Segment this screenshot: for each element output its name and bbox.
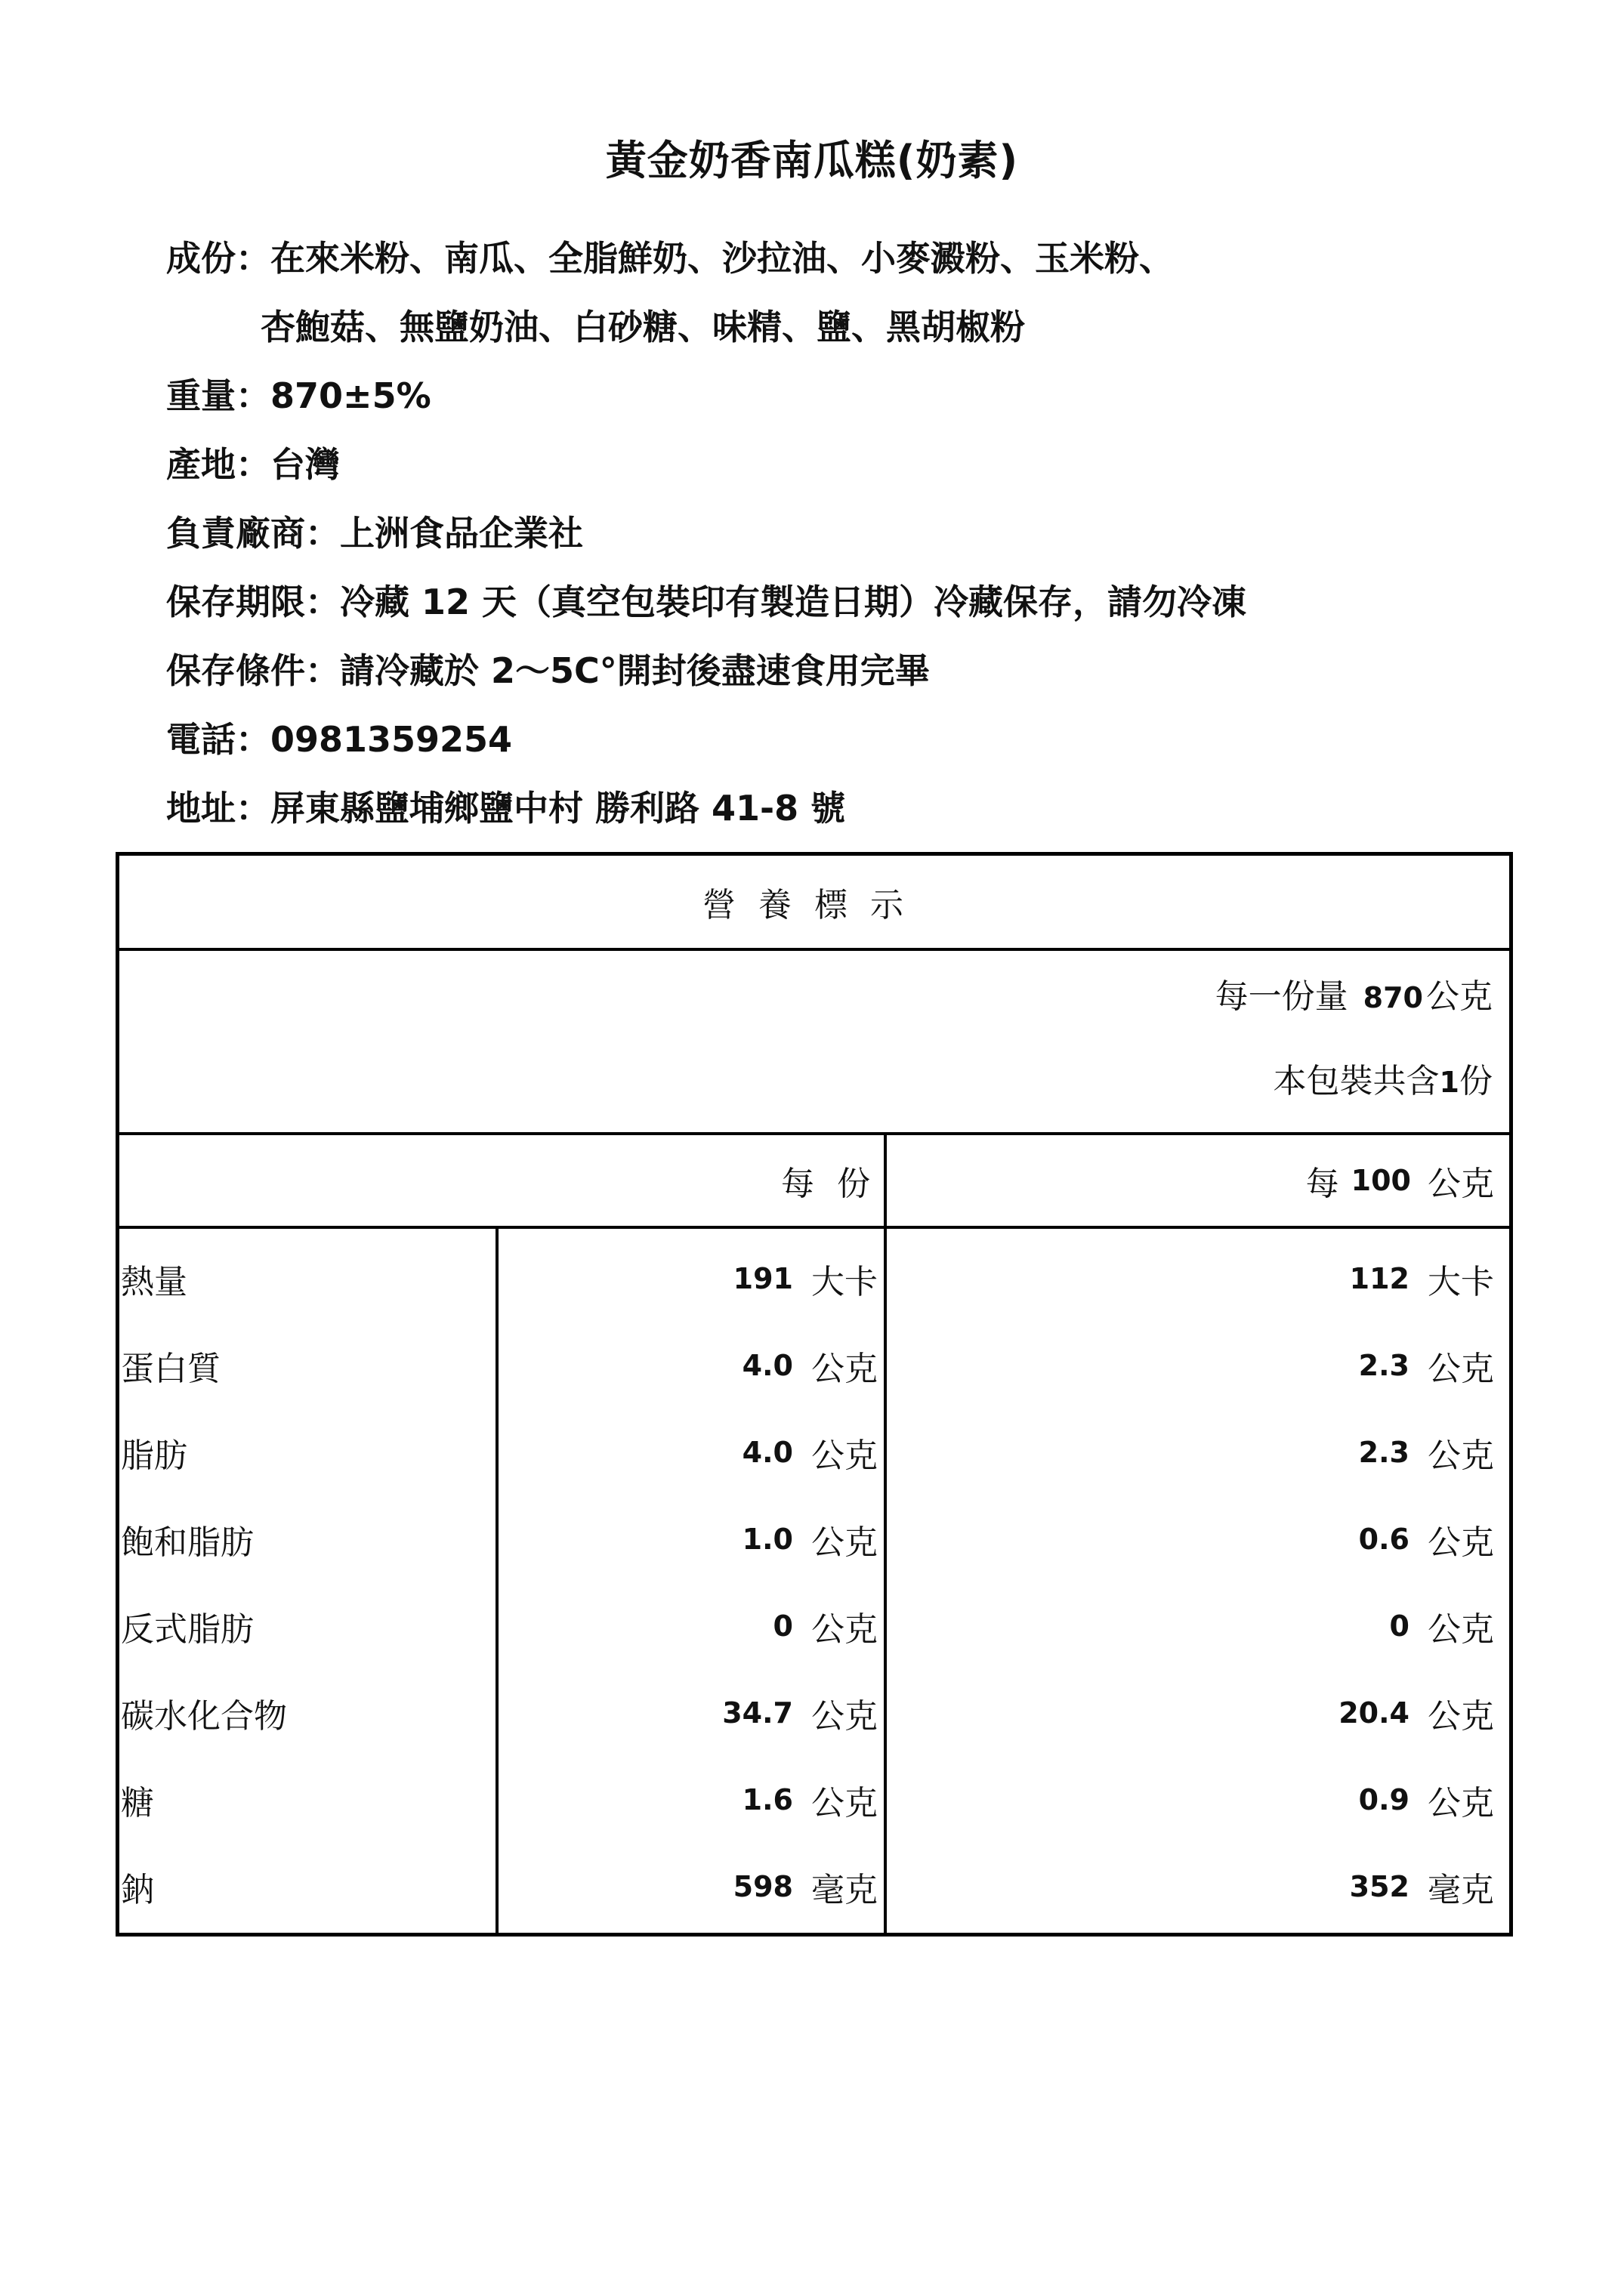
- per-100g-unit: 公克: [1428, 1609, 1494, 1649]
- per-100g-unit: 公克: [1428, 1523, 1494, 1562]
- servings-prefix: 本包裝共含: [1273, 1062, 1440, 1100]
- per-100g-cell: [890, 1756, 1494, 1843]
- phone-line: [166, 715, 1548, 784]
- nutrient-name: 鈉: [121, 1870, 154, 1909]
- weight-value: 870±5%: [270, 375, 431, 416]
- per-100g-value: 0.6: [1358, 1522, 1409, 1556]
- nutrient-row: [119, 1756, 1509, 1843]
- per-100g-value: 2.3: [1358, 1435, 1409, 1469]
- storage-label: 保存條件：: [166, 650, 340, 691]
- per-serving-unit: 公克: [811, 1609, 878, 1649]
- divider: [119, 948, 1509, 951]
- ingredients-value-1: 在來米粉、南瓜、全脂鮮奶、沙拉油、小麥澱粉、玉米粉、: [270, 238, 1174, 279]
- per-100g-cell: [890, 1582, 1494, 1669]
- shelf-life-value: 冷藏 12 天（真空包裝印有製造日期）冷藏保存，請勿冷凍: [340, 582, 1247, 622]
- per-serving-a: 每: [781, 1165, 814, 1203]
- nutrient-name: 飽和脂肪: [121, 1523, 254, 1562]
- ingredients-line: [166, 234, 1548, 303]
- per-100g-cell: [890, 1409, 1494, 1495]
- serving-size-value: 870: [1363, 981, 1423, 1014]
- per-100g-cell: [890, 1495, 1494, 1582]
- maker-line: [166, 509, 1548, 578]
- shelf-life-line: [166, 578, 1548, 647]
- nutrient-row: [119, 1495, 1509, 1582]
- per-100-value: 100: [1351, 1164, 1411, 1197]
- per-serving-cell: [500, 1495, 878, 1582]
- per-serving-b: 份: [837, 1165, 870, 1203]
- nutrient-name: 糖: [121, 1783, 154, 1822]
- product-info: [166, 234, 1548, 853]
- nutrient-name: 熱量: [121, 1262, 187, 1301]
- per-serving-cell: [500, 1409, 878, 1495]
- per-100-unit: 公克: [1428, 1165, 1494, 1203]
- per-100g-value: 0.9: [1358, 1782, 1409, 1816]
- per-serving-unit: 公克: [811, 1523, 878, 1562]
- per-serving-cell: [500, 1235, 878, 1322]
- shelf-life-label: 保存期限：: [166, 582, 340, 622]
- column-header-per-100g: [887, 1135, 1494, 1226]
- per-serving-unit: 毫克: [811, 1870, 878, 1909]
- nutrient-row: [119, 1235, 1509, 1322]
- per-100g-cell: [890, 1843, 1494, 1930]
- nutrient-row: [119, 1843, 1509, 1930]
- serving-size-prefix: 每一份量: [1215, 977, 1348, 1016]
- per-serving-unit: 公克: [811, 1696, 878, 1736]
- phone-label: 電話：: [166, 719, 270, 760]
- maker-value: 上洲食品企業社: [340, 513, 583, 554]
- per-serving-value: 4.0: [742, 1348, 793, 1382]
- serving-size-unit: 公克: [1426, 977, 1493, 1016]
- per-100g-value: 352: [1349, 1869, 1409, 1903]
- nutrient-name: 脂肪: [121, 1436, 187, 1475]
- servings-value: 1: [1439, 1066, 1459, 1099]
- per-100g-unit: 公克: [1428, 1783, 1494, 1822]
- per-100g-value: 112: [1349, 1261, 1409, 1295]
- origin-line: [166, 440, 1548, 509]
- per-serving-cell: [500, 1756, 878, 1843]
- per-serving-value: 0: [773, 1609, 793, 1643]
- nutrient-row: [119, 1582, 1509, 1669]
- per-serving-cell: [500, 1582, 878, 1669]
- per-serving-cell: [500, 1322, 878, 1409]
- address-line: [166, 784, 1548, 853]
- storage-value: 請冷藏於 2～5C°開封後盡速食用完畢: [340, 650, 930, 691]
- per-100-prefix: 每: [1305, 1165, 1339, 1203]
- weight-label: 重量：: [166, 375, 270, 416]
- nutrition-table: [116, 852, 1513, 1937]
- maker-label: 負責廠商：: [166, 513, 340, 554]
- per-serving-value: 34.7: [722, 1696, 793, 1730]
- storage-line: [166, 647, 1548, 715]
- divider: [119, 1226, 1509, 1229]
- per-100g-unit: 公克: [1428, 1349, 1494, 1388]
- weight-line: [166, 372, 1548, 440]
- per-100g-cell: [890, 1669, 1494, 1756]
- ingredients-label: 成份：: [166, 238, 270, 279]
- ingredients-value-2: 杏鮑菇、無鹽奶油、白砂糖、味精、鹽、黑胡椒粉: [261, 307, 1025, 347]
- ingredients-continuation: [166, 303, 1548, 372]
- per-100g-cell: [890, 1235, 1494, 1322]
- nutrient-name: 蛋白質: [121, 1349, 221, 1388]
- column-header-per-serving: [119, 1135, 870, 1226]
- serving-size: [1215, 969, 1493, 1017]
- origin-value: 台灣: [270, 444, 340, 485]
- nutrient-row: [119, 1409, 1509, 1495]
- product-title: 黃金奶香南瓜糕(奶素): [605, 137, 1019, 184]
- per-100g-unit: 毫克: [1428, 1870, 1494, 1909]
- per-serving-value: 1.6: [742, 1782, 793, 1816]
- per-serving-unit: 公克: [811, 1783, 878, 1822]
- nutrition-title: 營養標示: [702, 886, 926, 924]
- per-serving-value: 191: [733, 1261, 793, 1295]
- address-value: 屏東縣鹽埔鄉鹽中村 勝利路 41-8 號: [270, 788, 846, 829]
- per-serving-cell: [500, 1843, 878, 1930]
- nutrient-name: 反式脂肪: [121, 1609, 254, 1649]
- per-100g-unit: 公克: [1428, 1436, 1494, 1475]
- per-100g-unit: 大卡: [1428, 1262, 1494, 1301]
- per-serving-value: 598: [733, 1869, 793, 1903]
- origin-label: 產地：: [166, 444, 270, 485]
- per-100g-cell: [890, 1322, 1494, 1409]
- servings-per-package: [1274, 1054, 1493, 1102]
- phone-value: 0981359254: [270, 719, 513, 760]
- per-serving-unit: 大卡: [811, 1262, 878, 1301]
- per-100g-value: 2.3: [1358, 1348, 1409, 1382]
- servings-unit: 份: [1459, 1062, 1493, 1100]
- nutrient-name: 碳水化合物: [121, 1696, 287, 1736]
- nutrient-row: [119, 1322, 1509, 1409]
- per-serving-unit: 公克: [811, 1349, 878, 1388]
- per-serving-cell: [500, 1669, 878, 1756]
- nutrient-row: [119, 1669, 1509, 1756]
- per-100g-unit: 公克: [1428, 1696, 1494, 1736]
- per-serving-value: 4.0: [742, 1435, 793, 1469]
- per-serving-value: 1.0: [742, 1522, 793, 1556]
- per-100g-value: 0: [1389, 1609, 1409, 1643]
- address-label: 地址：: [166, 788, 270, 829]
- per-serving-unit: 公克: [811, 1436, 878, 1475]
- per-100g-value: 20.4: [1338, 1696, 1409, 1730]
